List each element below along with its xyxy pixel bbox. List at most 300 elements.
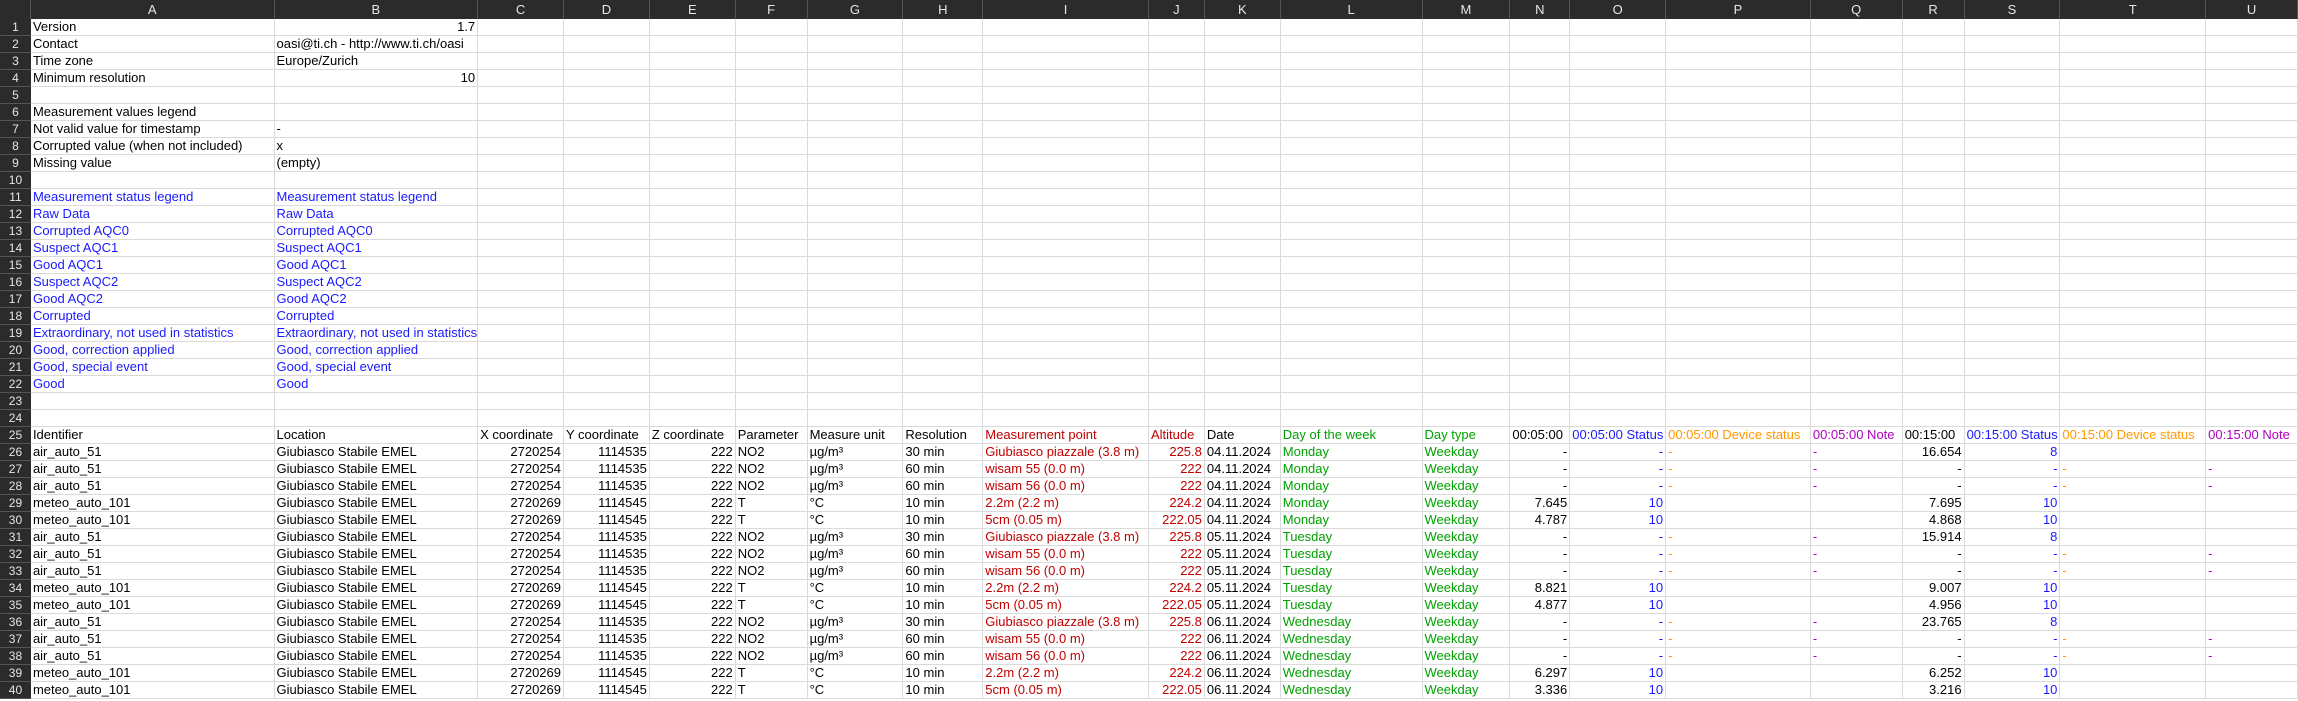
- cell-p[interactable]: [1666, 206, 1811, 223]
- cell-q[interactable]: -: [1811, 444, 1903, 461]
- cell-b[interactable]: Giubiasco Stabile EMEL: [275, 597, 479, 614]
- cell-e[interactable]: [650, 393, 736, 410]
- cell-n[interactable]: [1510, 325, 1570, 342]
- cell-k[interactable]: [1205, 274, 1281, 291]
- cell-q[interactable]: [1811, 342, 1903, 359]
- cell-k[interactable]: 04.11.2024: [1205, 461, 1281, 478]
- cell-n[interactable]: [1510, 36, 1570, 53]
- cell-g[interactable]: µg/m³: [808, 444, 904, 461]
- cell-e[interactable]: 222: [650, 512, 736, 529]
- cell-j[interactable]: 225.8: [1149, 444, 1205, 461]
- cell-u[interactable]: -: [2206, 563, 2298, 580]
- cell-u[interactable]: -: [2206, 478, 2298, 495]
- row-number[interactable]: 28: [0, 478, 31, 495]
- cell-n[interactable]: [1510, 155, 1570, 172]
- cell-m[interactable]: [1423, 189, 1511, 206]
- cell-q[interactable]: [1811, 274, 1903, 291]
- cell-l[interactable]: [1281, 376, 1423, 393]
- cell-m[interactable]: [1423, 257, 1511, 274]
- cell-f[interactable]: [736, 155, 808, 172]
- cell-b[interactable]: [275, 393, 479, 410]
- cell-e[interactable]: [650, 172, 736, 189]
- cell-p[interactable]: -: [1666, 444, 1811, 461]
- cell-c[interactable]: [478, 189, 564, 206]
- cell-u[interactable]: 00:15:00 Note: [2206, 427, 2298, 444]
- cell-i[interactable]: [983, 359, 1149, 376]
- cell-p[interactable]: [1666, 87, 1811, 104]
- cell-g[interactable]: [808, 291, 904, 308]
- cell-r[interactable]: [1903, 172, 1965, 189]
- cell-m[interactable]: Weekday: [1423, 597, 1511, 614]
- cell-f[interactable]: T: [736, 682, 808, 699]
- cell-i[interactable]: wisam 55 (0.0 m): [983, 461, 1149, 478]
- cell-p[interactable]: -: [1666, 631, 1811, 648]
- cell-n[interactable]: [1510, 393, 1570, 410]
- cell-p[interactable]: [1666, 308, 1811, 325]
- cell-l[interactable]: [1281, 172, 1423, 189]
- cell-t[interactable]: [2060, 87, 2206, 104]
- cell-e[interactable]: 222: [650, 631, 736, 648]
- cell-l[interactable]: [1281, 342, 1423, 359]
- cell-j[interactable]: 225.8: [1149, 529, 1205, 546]
- cell-l[interactable]: [1281, 325, 1423, 342]
- cell-r[interactable]: [1903, 359, 1965, 376]
- cell-c[interactable]: 2720254: [478, 461, 564, 478]
- cell-o[interactable]: [1570, 121, 1666, 138]
- cell-k[interactable]: [1205, 70, 1281, 87]
- column-header-o[interactable]: O: [1570, 0, 1666, 19]
- cell-m[interactable]: [1423, 70, 1511, 87]
- column-header-m[interactable]: M: [1423, 0, 1511, 19]
- cell-m[interactable]: Weekday: [1423, 495, 1511, 512]
- cell-f[interactable]: [736, 291, 808, 308]
- cell-u[interactable]: [2206, 257, 2298, 274]
- cell-l[interactable]: Tuesday: [1281, 546, 1423, 563]
- cell-f[interactable]: [736, 36, 808, 53]
- cell-k[interactable]: [1205, 257, 1281, 274]
- cell-p[interactable]: [1666, 682, 1811, 699]
- cell-i[interactable]: [983, 376, 1149, 393]
- cell-p[interactable]: -: [1666, 614, 1811, 631]
- cell-u[interactable]: [2206, 172, 2298, 189]
- cell-p[interactable]: [1666, 325, 1811, 342]
- row-number[interactable]: 35: [0, 597, 31, 614]
- cell-o[interactable]: 10: [1570, 597, 1666, 614]
- cell-k[interactable]: [1205, 53, 1281, 70]
- cell-k[interactable]: 05.11.2024: [1205, 563, 1281, 580]
- cell-t[interactable]: [2060, 223, 2206, 240]
- cell-q[interactable]: [1811, 206, 1903, 223]
- cell-p[interactable]: [1666, 189, 1811, 206]
- cell-b[interactable]: oasi@ti.ch - http://www.ti.ch/oasi: [275, 36, 479, 53]
- row-number[interactable]: 2: [0, 36, 31, 53]
- cell-r[interactable]: [1903, 325, 1965, 342]
- cell-h[interactable]: 30 min: [903, 444, 983, 461]
- cell-f[interactable]: [736, 325, 808, 342]
- row-number[interactable]: 17: [0, 291, 31, 308]
- cell-n[interactable]: -: [1510, 444, 1570, 461]
- cell-o[interactable]: [1570, 104, 1666, 121]
- cell-a[interactable]: Corrupted: [31, 308, 275, 325]
- cell-u[interactable]: -: [2206, 648, 2298, 665]
- cell-t[interactable]: [2060, 580, 2206, 597]
- cell-h[interactable]: [903, 325, 983, 342]
- select-all-corner[interactable]: [0, 0, 31, 19]
- cell-a[interactable]: Corrupted value (when not included): [31, 138, 275, 155]
- cell-e[interactable]: 222: [650, 495, 736, 512]
- cell-u[interactable]: [2206, 580, 2298, 597]
- cell-t[interactable]: [2060, 19, 2206, 36]
- cell-d[interactable]: [564, 87, 650, 104]
- cell-s[interactable]: -: [1965, 648, 2061, 665]
- cell-n[interactable]: [1510, 291, 1570, 308]
- cell-o[interactable]: 00:05:00 Status: [1570, 427, 1666, 444]
- cell-q[interactable]: [1811, 70, 1903, 87]
- cell-s[interactable]: [1965, 206, 2061, 223]
- column-header-h[interactable]: H: [903, 0, 983, 19]
- cell-h[interactable]: Resolution: [903, 427, 983, 444]
- cell-i[interactable]: wisam 56 (0.0 m): [983, 648, 1149, 665]
- cell-o[interactable]: [1570, 240, 1666, 257]
- cell-t[interactable]: [2060, 410, 2206, 427]
- cell-f[interactable]: [736, 172, 808, 189]
- cell-d[interactable]: 1114545: [564, 597, 650, 614]
- cell-q[interactable]: -: [1811, 461, 1903, 478]
- cell-t[interactable]: [2060, 342, 2206, 359]
- cell-l[interactable]: [1281, 291, 1423, 308]
- cell-t[interactable]: [2060, 597, 2206, 614]
- cell-f[interactable]: [736, 138, 808, 155]
- cell-o[interactable]: [1570, 274, 1666, 291]
- cell-d[interactable]: Y coordinate: [564, 427, 650, 444]
- cell-f[interactable]: T: [736, 512, 808, 529]
- cell-u[interactable]: -: [2206, 631, 2298, 648]
- cell-l[interactable]: [1281, 87, 1423, 104]
- cell-j[interactable]: [1149, 104, 1205, 121]
- cell-l[interactable]: [1281, 257, 1423, 274]
- row-number[interactable]: 37: [0, 631, 31, 648]
- cell-s[interactable]: [1965, 240, 2061, 257]
- cell-g[interactable]: °C: [808, 580, 904, 597]
- cell-r[interactable]: [1903, 342, 1965, 359]
- cell-s[interactable]: 10: [1965, 665, 2061, 682]
- cell-s[interactable]: [1965, 121, 2061, 138]
- cell-q[interactable]: -: [1811, 648, 1903, 665]
- cell-l[interactable]: [1281, 121, 1423, 138]
- cell-j[interactable]: [1149, 138, 1205, 155]
- row-number[interactable]: 39: [0, 665, 31, 682]
- cell-k[interactable]: [1205, 240, 1281, 257]
- cell-g[interactable]: Measure unit: [808, 427, 904, 444]
- cell-m[interactable]: Weekday: [1423, 444, 1511, 461]
- cell-q[interactable]: [1811, 410, 1903, 427]
- cell-k[interactable]: [1205, 172, 1281, 189]
- cell-l[interactable]: Monday: [1281, 461, 1423, 478]
- cell-m[interactable]: [1423, 342, 1511, 359]
- column-header-e[interactable]: E: [650, 0, 736, 19]
- cell-k[interactable]: 05.11.2024: [1205, 597, 1281, 614]
- cell-t[interactable]: [2060, 36, 2206, 53]
- cell-p[interactable]: [1666, 138, 1811, 155]
- cell-g[interactable]: µg/m³: [808, 546, 904, 563]
- cell-q[interactable]: [1811, 580, 1903, 597]
- cell-f[interactable]: [736, 70, 808, 87]
- cell-e[interactable]: [650, 138, 736, 155]
- cell-n[interactable]: -: [1510, 461, 1570, 478]
- cell-t[interactable]: [2060, 104, 2206, 121]
- cell-g[interactable]: [808, 70, 904, 87]
- row-number[interactable]: 34: [0, 580, 31, 597]
- cell-o[interactable]: [1570, 308, 1666, 325]
- cell-e[interactable]: 222: [650, 563, 736, 580]
- cell-i[interactable]: [983, 36, 1149, 53]
- cell-i[interactable]: [983, 138, 1149, 155]
- cell-o[interactable]: -: [1570, 444, 1666, 461]
- cell-n[interactable]: -: [1510, 529, 1570, 546]
- row-number[interactable]: 1: [0, 19, 31, 36]
- cell-h[interactable]: 60 min: [903, 648, 983, 665]
- cell-a[interactable]: air_auto_51: [31, 546, 275, 563]
- cell-f[interactable]: [736, 274, 808, 291]
- column-header-u[interactable]: U: [2206, 0, 2298, 19]
- cell-k[interactable]: 06.11.2024: [1205, 614, 1281, 631]
- cell-r[interactable]: [1903, 257, 1965, 274]
- cell-m[interactable]: Weekday: [1423, 512, 1511, 529]
- cell-a[interactable]: air_auto_51: [31, 648, 275, 665]
- cell-r[interactable]: 16.654: [1903, 444, 1965, 461]
- cell-d[interactable]: 1114535: [564, 444, 650, 461]
- cell-b[interactable]: Giubiasco Stabile EMEL: [275, 648, 479, 665]
- cell-m[interactable]: [1423, 240, 1511, 257]
- cell-k[interactable]: [1205, 87, 1281, 104]
- cell-p[interactable]: -: [1666, 461, 1811, 478]
- cell-m[interactable]: [1423, 138, 1511, 155]
- cell-a[interactable]: Good AQC2: [31, 291, 275, 308]
- cell-p[interactable]: -: [1666, 563, 1811, 580]
- cell-p[interactable]: [1666, 53, 1811, 70]
- cell-t[interactable]: -: [2060, 478, 2206, 495]
- cell-u[interactable]: [2206, 376, 2298, 393]
- cell-p[interactable]: [1666, 665, 1811, 682]
- cell-c[interactable]: 2720269: [478, 597, 564, 614]
- cell-b[interactable]: [275, 87, 479, 104]
- cell-u[interactable]: [2206, 325, 2298, 342]
- column-header-q[interactable]: Q: [1811, 0, 1903, 19]
- cell-t[interactable]: -: [2060, 546, 2206, 563]
- cell-i[interactable]: [983, 325, 1149, 342]
- cell-c[interactable]: 2720254: [478, 444, 564, 461]
- column-header-c[interactable]: C: [478, 0, 564, 19]
- cell-t[interactable]: -: [2060, 461, 2206, 478]
- cell-a[interactable]: air_auto_51: [31, 614, 275, 631]
- cell-f[interactable]: [736, 257, 808, 274]
- cell-h[interactable]: [903, 172, 983, 189]
- cell-s[interactable]: -: [1965, 461, 2061, 478]
- cell-g[interactable]: °C: [808, 495, 904, 512]
- cell-l[interactable]: [1281, 393, 1423, 410]
- cell-u[interactable]: [2206, 70, 2298, 87]
- cell-u[interactable]: [2206, 36, 2298, 53]
- cell-s[interactable]: [1965, 342, 2061, 359]
- cell-u[interactable]: [2206, 189, 2298, 206]
- cell-s[interactable]: 10: [1965, 682, 2061, 699]
- cell-e[interactable]: [650, 376, 736, 393]
- cell-e[interactable]: 222: [650, 529, 736, 546]
- cell-i[interactable]: 2.2m (2.2 m): [983, 665, 1149, 682]
- cell-l[interactable]: [1281, 206, 1423, 223]
- cell-r[interactable]: 4.956: [1903, 597, 1965, 614]
- cell-g[interactable]: µg/m³: [808, 614, 904, 631]
- cell-b[interactable]: [275, 410, 479, 427]
- cell-s[interactable]: 00:15:00 Status: [1965, 427, 2061, 444]
- column-header-n[interactable]: N: [1510, 0, 1570, 19]
- cell-a[interactable]: Not valid value for timestamp: [31, 121, 275, 138]
- cell-m[interactable]: [1423, 19, 1511, 36]
- cell-j[interactable]: [1149, 376, 1205, 393]
- cell-e[interactable]: 222: [650, 478, 736, 495]
- cell-p[interactable]: [1666, 376, 1811, 393]
- cell-r[interactable]: [1903, 70, 1965, 87]
- cell-e[interactable]: [650, 410, 736, 427]
- cell-o[interactable]: [1570, 87, 1666, 104]
- cell-t[interactable]: [2060, 393, 2206, 410]
- cell-c[interactable]: [478, 240, 564, 257]
- cell-f[interactable]: [736, 359, 808, 376]
- cell-l[interactable]: Tuesday: [1281, 597, 1423, 614]
- cell-j[interactable]: 222.05: [1149, 682, 1205, 699]
- cell-i[interactable]: [983, 121, 1149, 138]
- cell-u[interactable]: [2206, 495, 2298, 512]
- cell-i[interactable]: Measurement point: [983, 427, 1149, 444]
- cell-c[interactable]: 2720254: [478, 546, 564, 563]
- cell-f[interactable]: [736, 342, 808, 359]
- row-number[interactable]: 6: [0, 104, 31, 121]
- cell-h[interactable]: [903, 36, 983, 53]
- cell-k[interactable]: [1205, 308, 1281, 325]
- cell-p[interactable]: [1666, 274, 1811, 291]
- cell-s[interactable]: -: [1965, 563, 2061, 580]
- row-number[interactable]: 14: [0, 240, 31, 257]
- cell-p[interactable]: [1666, 342, 1811, 359]
- cell-j[interactable]: [1149, 36, 1205, 53]
- cell-e[interactable]: 222: [650, 614, 736, 631]
- cell-h[interactable]: 60 min: [903, 631, 983, 648]
- cell-o[interactable]: [1570, 206, 1666, 223]
- cell-b[interactable]: Good AQC1: [275, 257, 479, 274]
- cell-c[interactable]: 2720269: [478, 580, 564, 597]
- cell-r[interactable]: [1903, 206, 1965, 223]
- cell-b[interactable]: Location: [275, 427, 479, 444]
- cell-t[interactable]: [2060, 444, 2206, 461]
- cell-n[interactable]: [1510, 189, 1570, 206]
- cell-f[interactable]: [736, 410, 808, 427]
- cell-m[interactable]: [1423, 53, 1511, 70]
- cell-c[interactable]: [478, 121, 564, 138]
- cell-a[interactable]: air_auto_51: [31, 563, 275, 580]
- cell-q[interactable]: [1811, 393, 1903, 410]
- cell-k[interactable]: [1205, 104, 1281, 121]
- cell-i[interactable]: Giubiasco piazzale (3.8 m): [983, 614, 1149, 631]
- cell-c[interactable]: [478, 87, 564, 104]
- cell-u[interactable]: [2206, 359, 2298, 376]
- column-header-p[interactable]: P: [1666, 0, 1811, 19]
- cell-r[interactable]: [1903, 189, 1965, 206]
- cell-l[interactable]: [1281, 308, 1423, 325]
- cell-t[interactable]: [2060, 376, 2206, 393]
- row-number[interactable]: 13: [0, 223, 31, 240]
- cell-s[interactable]: [1965, 223, 2061, 240]
- cell-q[interactable]: [1811, 19, 1903, 36]
- cell-h[interactable]: [903, 155, 983, 172]
- cell-b[interactable]: Giubiasco Stabile EMEL: [275, 444, 479, 461]
- row-number[interactable]: 5: [0, 87, 31, 104]
- cell-h[interactable]: [903, 240, 983, 257]
- cell-a[interactable]: Good, special event: [31, 359, 275, 376]
- cell-l[interactable]: Wednesday: [1281, 665, 1423, 682]
- cell-g[interactable]: [808, 155, 904, 172]
- cell-i[interactable]: [983, 189, 1149, 206]
- cell-d[interactable]: [564, 410, 650, 427]
- cell-g[interactable]: µg/m³: [808, 529, 904, 546]
- cell-q[interactable]: [1811, 597, 1903, 614]
- cell-l[interactable]: [1281, 274, 1423, 291]
- cell-r[interactable]: [1903, 19, 1965, 36]
- cell-f[interactable]: NO2: [736, 529, 808, 546]
- cell-g[interactable]: [808, 172, 904, 189]
- cell-f[interactable]: NO2: [736, 444, 808, 461]
- cell-k[interactable]: 06.11.2024: [1205, 631, 1281, 648]
- cell-h[interactable]: [903, 342, 983, 359]
- cell-j[interactable]: [1149, 70, 1205, 87]
- cell-t[interactable]: [2060, 240, 2206, 257]
- cell-d[interactable]: [564, 223, 650, 240]
- cell-n[interactable]: -: [1510, 563, 1570, 580]
- cell-m[interactable]: [1423, 291, 1511, 308]
- cell-e[interactable]: 222: [650, 444, 736, 461]
- cell-b[interactable]: 10: [275, 70, 479, 87]
- cell-q[interactable]: [1811, 155, 1903, 172]
- cell-h[interactable]: [903, 223, 983, 240]
- row-number[interactable]: 23: [0, 393, 31, 410]
- cell-u[interactable]: -: [2206, 461, 2298, 478]
- cell-a[interactable]: Extraordinary, not used in statistics: [31, 325, 275, 342]
- cell-f[interactable]: T: [736, 495, 808, 512]
- cell-a[interactable]: Good, correction applied: [31, 342, 275, 359]
- cell-a[interactable]: Missing value: [31, 155, 275, 172]
- cell-f[interactable]: [736, 19, 808, 36]
- cell-g[interactable]: [808, 36, 904, 53]
- cell-d[interactable]: [564, 342, 650, 359]
- cell-b[interactable]: 1.7: [275, 19, 479, 36]
- cell-n[interactable]: [1510, 223, 1570, 240]
- cell-u[interactable]: [2206, 240, 2298, 257]
- cell-g[interactable]: [808, 104, 904, 121]
- cell-f[interactable]: [736, 53, 808, 70]
- cell-f[interactable]: NO2: [736, 614, 808, 631]
- cell-d[interactable]: 1114545: [564, 580, 650, 597]
- cell-k[interactable]: [1205, 189, 1281, 206]
- cell-i[interactable]: wisam 55 (0.0 m): [983, 631, 1149, 648]
- cell-b[interactable]: Measurement status legend: [275, 189, 479, 206]
- cell-b[interactable]: [275, 104, 479, 121]
- cell-b[interactable]: Giubiasco Stabile EMEL: [275, 495, 479, 512]
- row-number[interactable]: 36: [0, 614, 31, 631]
- cell-a[interactable]: [31, 172, 275, 189]
- column-header-d[interactable]: D: [564, 0, 650, 19]
- cell-q[interactable]: [1811, 104, 1903, 121]
- cell-b[interactable]: Suspect AQC2: [275, 274, 479, 291]
- column-header-j[interactable]: J: [1149, 0, 1205, 19]
